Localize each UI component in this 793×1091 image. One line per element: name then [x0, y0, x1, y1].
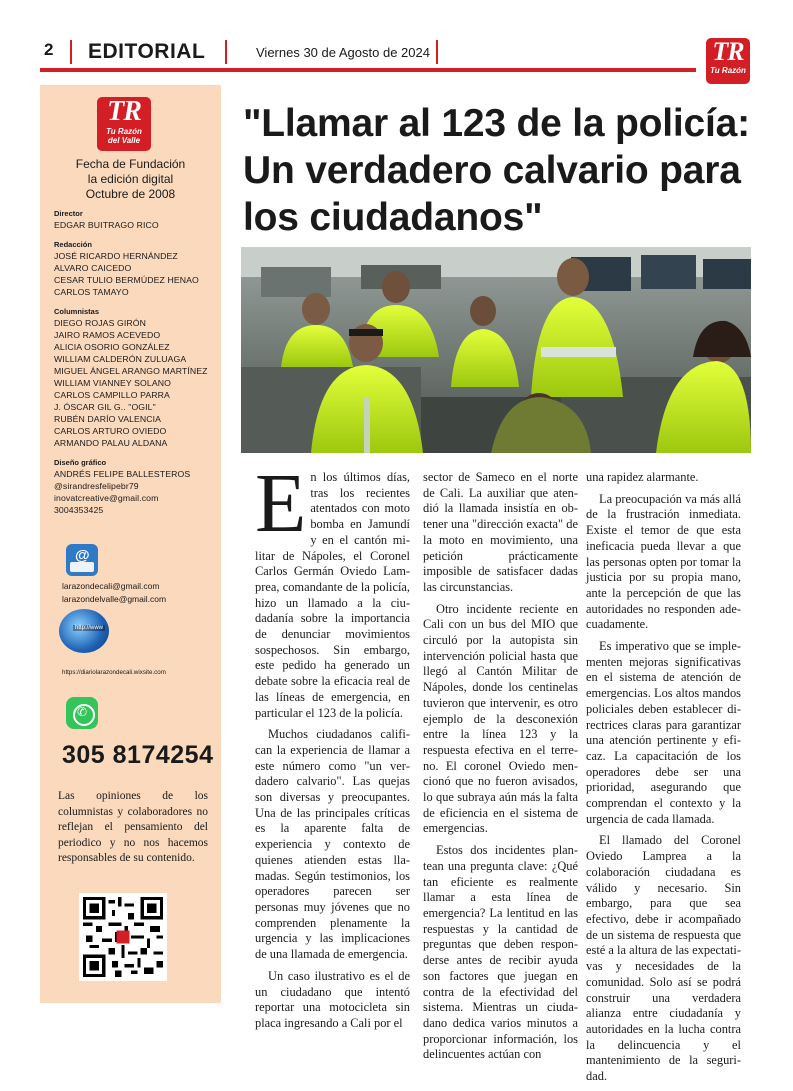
web-globe-icon: [59, 609, 109, 653]
paragraph: Muchos ciudadanos califican la experiencia de llamar a este número como "un verdadero calvario". Las quejas son diversas y preocupantes. Una de las principales críticas es la aparente falta de experiencia y contexto de quienes atienden estas llamadas. Según testimonios, los operadores parecen ser personas muy jóvenes que no comprenden plenamente la urgencia y las implicaciones de una llamada de emergencia.: [255, 727, 410, 962]
staff-credits: [54, 209, 219, 525]
credit-name: JOSÉ RICARDO HERNÁNDEZ: [54, 251, 178, 261]
credit-name: JAIRO RAMOS ACEVEDO: [54, 330, 161, 340]
website-link[interactable]: https://diariolarazondecali.wixsite.com: [62, 669, 166, 676]
opinion-disclaimer: Las opiniones de los columnistas y colaboradores no reflejan el pensamiento del periodico y no nos hacemos responsables de su contenido.: [58, 790, 208, 864]
email-link[interactable]: larazondecali@gmail.com: [62, 581, 160, 591]
police-call-center-photo: [241, 247, 751, 453]
email-icon: [66, 544, 98, 576]
header-rule: [40, 68, 696, 72]
article-column-1: [255, 457, 410, 1038]
brand-logo-sidebar: TR Tu Razón del Valle: [97, 97, 151, 151]
drop-cap: E: [255, 457, 307, 550]
header-divider: [436, 40, 438, 64]
article-headline: "Llamar al 123 de la policía: Un verdadero calvario para los ciudadanos": [243, 102, 750, 239]
credit-name: J. ÓSCAR GIL G.. "OGIL": [54, 402, 156, 412]
brand-logo: TR Tu Razón: [706, 38, 750, 84]
credit-name: CARLOS CAMPILLO PARRA: [54, 390, 170, 400]
credit-label: Director: [54, 209, 83, 218]
qr-code: [79, 893, 167, 981]
credit-phone: 3004353425: [54, 505, 104, 515]
email-link[interactable]: larazondelvalle@gmail.com: [62, 594, 167, 604]
header-divider: [70, 40, 72, 64]
issue-date: Viernes 30 de Agosto de 2024: [256, 45, 430, 60]
article-column-3: [586, 470, 741, 1091]
credit-name: CARLOS TAMAYO: [54, 287, 129, 297]
credit-email: inovatcreative@gmail.com: [54, 493, 159, 503]
paragraph: n los últimos días, tras los recientes atentados con moto bomba en Jamundí y en el cantón militar de Nápoles, el Coronel Carlos Germán Oviedo Lamprea, comandante de la policía, hizo un llamado a la ciudadanía sobre la importancia de denunciar movimientos sospechosos. Sin embargo, este pedido ha generado un debate sobre la eficacia real de las líneas de emergencia, en particular el 123 de la policía.: [255, 470, 410, 720]
masthead-sidebar: [40, 85, 221, 1003]
credit-name: WILLIAM VIANNEY SOLANO: [54, 378, 171, 388]
credit-name: ALICIA OSORIO GONZÁLEZ: [54, 342, 170, 352]
contact-phone: 305 8174254: [62, 741, 214, 769]
credit-name: CARLOS ARTURO OVIEDO: [54, 426, 167, 436]
credit-name: DIEGO ROJAS GIRÓN: [54, 318, 146, 328]
page-number: 2: [44, 40, 54, 59]
credit-name: ANDRÉS FELIPE BALLESTEROS: [54, 469, 191, 479]
paragraph: Es imperativo que se implementen mejoras significativas en el sistema de atención de emergencias. Los altos mandos policiales deben establecer directrices claras para garantizar una atención pertinente y eficaz. La capacitación de los operadores debe ser una prioridad, asegurando que comprendan el contexto y la urgencia de cada llamada.: [586, 639, 741, 826]
credit-name: ARMANDO PALAU ALDANA: [54, 438, 168, 448]
paragraph: una rapidez alarmante.: [586, 470, 699, 484]
credit-label: Redacción: [54, 240, 92, 249]
paragraph: El llamado del Coronel Oviedo Lamprea a la colaboración ciudadana es válido y necesario. Sin embargo, para que sea efectivo, debe ir acompañado de un sistema de respuesta que esté a la altura de las expectativas y necesidades de la comunidad. Solo así se podrá construir una verdadera alianza entre ciudadanía y autoridades en la lucha contra la delincuencia y el mantenimiento de la seguridad.: [586, 833, 741, 1084]
paragraph: sector de Sameco en el norte de Cali. La auxiliar que atendió la llamada insistía en obtener una "dirección exacta" de la moto en movimiento, una petición prácticamente imposible de satisfacer dadas las circunstancias.: [423, 470, 578, 594]
header-divider: [225, 40, 227, 64]
foundation-date: Fecha de Fundación la edición digital Octubre de 2008: [75, 157, 186, 201]
credit-name: CESAR TULIO BERMÚDEZ HENAO: [54, 275, 199, 285]
paragraph: Otro incidente reciente en Cali con un bus del MIO que circuló por la autopista sin intervención policial hasta que llegó al Cantón Militar de Nápoles, donde los centinelas tuvieron que intervenir, es otro ejemplo de la desconexión entre la línea 123 y la respuesta efectiva en el terreno. El coronel Oviedo mencionó que no fueron avisados, lo que subraya aún más la falta de eficiencia en el sistema de emergencias.: [423, 601, 578, 836]
paragraph: Un caso ilustrativo es el de un ciudadano que intentó reportar una motocicleta sin placa ingresando a Cali por el: [255, 968, 410, 1030]
article-column-2: [423, 470, 578, 1069]
paragraph: La preocupación va más allá de la frustración inmediata. Existe el temor de que esta ineficacia pueda llevar a que las personas opten por tomar la justicia por su propia mano, ante la percepción de que las autoridades no responden adecuadamente.: [586, 491, 741, 632]
credit-name: WILLIAM CALDERÓN ZULUAGA: [54, 354, 187, 364]
contact-emails: [62, 580, 166, 606]
paragraph: Estos dos incidentes plantean una pregunta clave: ¿Qué tan eficiente es realmente llamar a esta línea de emergencia? La lentitud en las respuestas y la cantidad de preguntas que deben responderse antes de recibir ayuda son factores que juegan en contra de la efectividad del sistema. Mientras un ciudadano dedica varios minutos a proporcionar información, los delincuentes actúan con: [423, 843, 578, 1062]
credit-label: Diseño gráfico: [54, 458, 107, 467]
credit-name: RUBÉN DARÍO VALENCIA: [54, 414, 162, 424]
credit-handle: @sirandresfelipebr79: [54, 481, 139, 491]
credit-label: Columnistas: [54, 307, 100, 316]
section-title: EDITORIAL: [88, 40, 206, 63]
credit-name: MIGUEL ÁNGEL ARANGO MARTÍNEZ: [54, 366, 208, 376]
whatsapp-icon: [66, 697, 98, 729]
credit-name: ALVARO CAICEDO: [54, 263, 132, 273]
credit-name: EDGAR BUITRAGO RICO: [54, 220, 159, 230]
